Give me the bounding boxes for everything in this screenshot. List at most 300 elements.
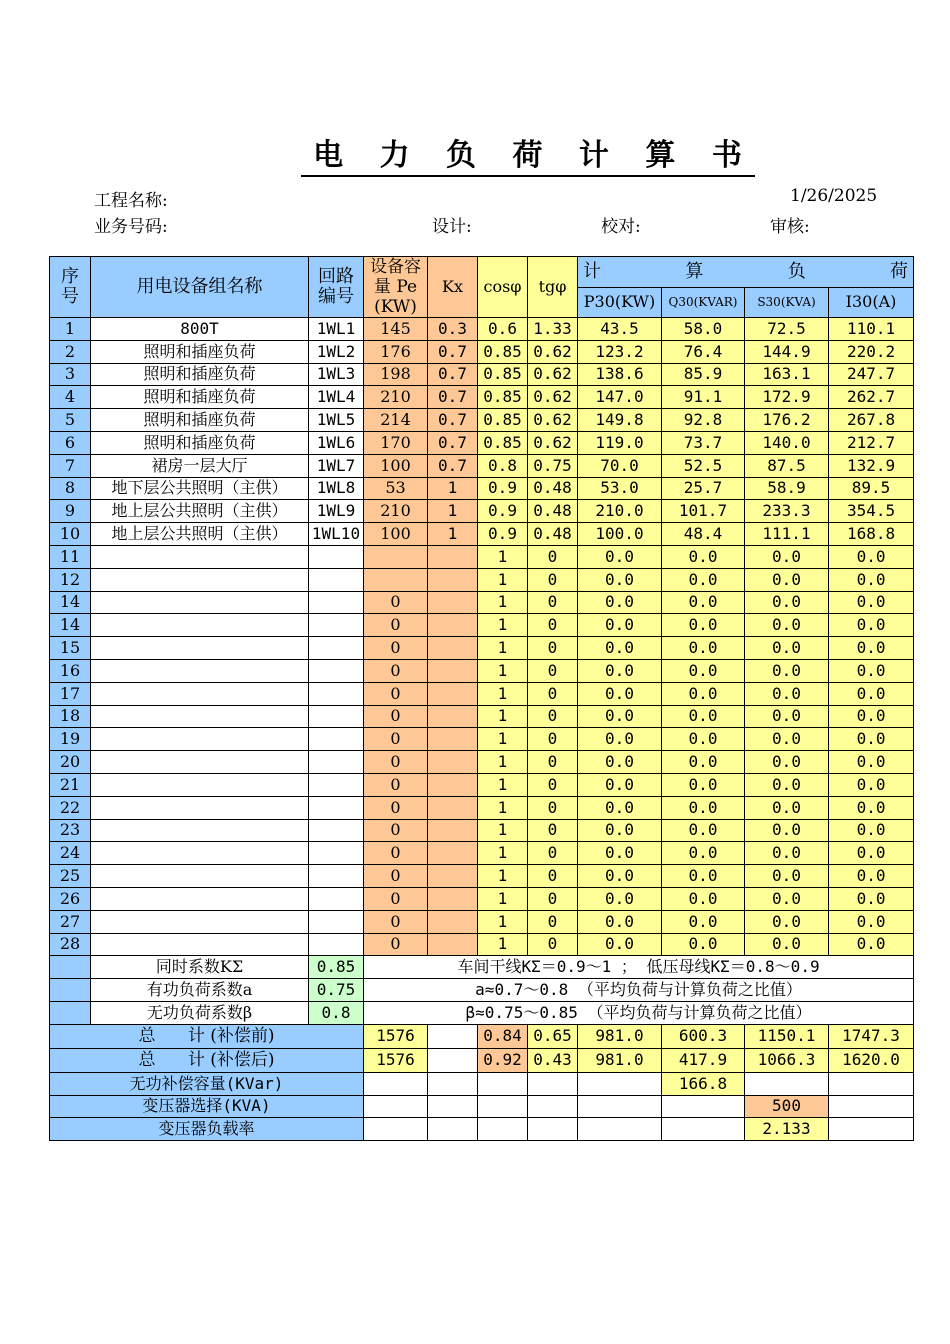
document-date: 1/26/2025 — [790, 186, 878, 206]
row-cos: 1 — [478, 659, 528, 682]
row-tg: 0.62 — [528, 409, 578, 432]
transformer-load-rate-empty-cell — [364, 1118, 428, 1141]
row-s30: 0.0 — [745, 591, 829, 614]
row-cos: 0.85 — [478, 431, 528, 454]
header-cos: cosφ — [478, 257, 528, 318]
row-i30: 168.8 — [829, 523, 914, 546]
row-seq: 26 — [50, 887, 91, 910]
row-tg: 0 — [528, 887, 578, 910]
review-label: 审核: — [770, 217, 810, 237]
table-row — [50, 819, 914, 842]
row-cos: 1 — [478, 842, 528, 865]
table-row — [50, 796, 914, 819]
factor-note: a≈0.7～0.8 （平均负荷与计算负荷之比值） — [364, 979, 914, 1002]
row-q30: 0.0 — [662, 773, 745, 796]
row-p30: 0.0 — [578, 682, 662, 705]
reactive-compensation-empty-cell — [428, 1072, 478, 1095]
row-kx — [428, 637, 478, 660]
transformer-selection-empty-cell — [578, 1095, 662, 1118]
row-p30: 70.0 — [578, 454, 662, 477]
table-row — [50, 454, 914, 477]
row-cos: 1 — [478, 887, 528, 910]
row-circuit-code: 1WL9 — [309, 500, 364, 523]
table-row — [50, 591, 914, 614]
row-pe: 0 — [364, 796, 428, 819]
table-row — [50, 887, 914, 910]
row-tg: 0 — [528, 819, 578, 842]
row-s30: 0.0 — [745, 842, 829, 865]
row-p30: 0.0 — [578, 568, 662, 591]
header-kx: Kx — [428, 257, 478, 318]
row-pe: 100 — [364, 454, 428, 477]
row-i30: 0.0 — [829, 682, 914, 705]
row-device-name: 800T — [91, 318, 309, 341]
row-seq: 14 — [50, 614, 91, 637]
row-s30: 0.0 — [745, 682, 829, 705]
row-kx: 0.7 — [428, 409, 478, 432]
row-q30: 25.7 — [662, 477, 745, 500]
table-row — [50, 523, 914, 546]
row-cos: 0.85 — [478, 340, 528, 363]
row-device-name: 地下层公共照明（主供） — [91, 477, 309, 500]
transformer-selection-empty-cell — [829, 1095, 914, 1118]
row-circuit-code — [309, 659, 364, 682]
row-tg: 0 — [528, 728, 578, 751]
row-i30: 89.5 — [829, 477, 914, 500]
row-q30: 52.5 — [662, 454, 745, 477]
row-kx — [428, 682, 478, 705]
row-device-name — [91, 751, 309, 774]
transformer-selection-empty-cell — [662, 1095, 745, 1118]
row-p30: 123.2 — [578, 340, 662, 363]
reactive-compensation-row — [50, 1072, 914, 1095]
row-pe: 0 — [364, 614, 428, 637]
row-cos: 1 — [478, 568, 528, 591]
transformer-load-rate-label: 变压器负载率 — [50, 1118, 364, 1141]
row-pe: 198 — [364, 363, 428, 386]
project-name-label: 工程名称: — [94, 191, 168, 211]
total-label: 总 计 (补偿前) — [50, 1024, 364, 1048]
row-device-name — [91, 545, 309, 568]
row-circuit-code: 1WL6 — [309, 431, 364, 454]
factor-row — [50, 956, 914, 979]
row-q30: 92.8 — [662, 409, 745, 432]
check-label: 校对: — [601, 217, 641, 237]
header-calc-load: 计 算 负 荷 — [578, 257, 914, 288]
row-cos: 0.6 — [478, 318, 528, 341]
total-label: 总 计 (补偿后) — [50, 1048, 364, 1072]
row-seq: 25 — [50, 865, 91, 888]
table-row — [50, 614, 914, 637]
row-circuit-code: 1WL3 — [309, 363, 364, 386]
row-pe: 210 — [364, 500, 428, 523]
row-seq: 19 — [50, 728, 91, 751]
row-tg: 0 — [528, 637, 578, 660]
row-tg: 0 — [528, 751, 578, 774]
total-tg: 0.43 — [528, 1048, 578, 1072]
row-p30: 0.0 — [578, 865, 662, 888]
table-row — [50, 773, 914, 796]
row-p30: 0.0 — [578, 910, 662, 933]
row-kx — [428, 728, 478, 751]
row-device-name — [91, 705, 309, 728]
row-tg: 0.48 — [528, 477, 578, 500]
total-row — [50, 1048, 914, 1072]
total-i30: 1747.3 — [829, 1024, 914, 1048]
factor-label: 同时系数KΣ — [91, 956, 309, 979]
row-cos: 1 — [478, 933, 528, 956]
table-row — [50, 500, 914, 523]
row-tg: 0.75 — [528, 454, 578, 477]
transformer-load-rate-empty-cell — [829, 1118, 914, 1141]
row-circuit-code: 1WL8 — [309, 477, 364, 500]
row-kx — [428, 614, 478, 637]
row-q30: 0.0 — [662, 842, 745, 865]
row-seq: 11 — [50, 545, 91, 568]
table-row — [50, 751, 914, 774]
row-device-name — [91, 682, 309, 705]
row-device-name — [91, 865, 309, 888]
document-title: 电 力 负 荷 计 算 书 — [0, 130, 950, 174]
row-q30: 0.0 — [662, 568, 745, 591]
row-s30: 176.2 — [745, 409, 829, 432]
row-s30: 163.1 — [745, 363, 829, 386]
row-tg: 0.62 — [528, 386, 578, 409]
row-i30: 0.0 — [829, 728, 914, 751]
header-q30: Q30(KVAR) — [662, 287, 745, 318]
row-i30: 0.0 — [829, 933, 914, 956]
row-tg: 0 — [528, 796, 578, 819]
row-q30: 0.0 — [662, 728, 745, 751]
row-device-name — [91, 819, 309, 842]
row-s30: 58.9 — [745, 477, 829, 500]
row-kx — [428, 933, 478, 956]
table-row — [50, 409, 914, 432]
row-seq: 20 — [50, 751, 91, 774]
row-pe: 53 — [364, 477, 428, 500]
row-seq: 8 — [50, 477, 91, 500]
row-kx: 0.7 — [428, 340, 478, 363]
header-circuit: 回路编号 — [309, 257, 364, 318]
row-q30: 0.0 — [662, 933, 745, 956]
row-tg: 0 — [528, 659, 578, 682]
table-row — [50, 340, 914, 363]
transformer-load-rate-value: 2.133 — [745, 1118, 829, 1141]
transformer-selection-value: 500 — [745, 1095, 829, 1118]
reactive-compensation-empty-cell — [528, 1072, 578, 1095]
table-row — [50, 386, 914, 409]
row-q30: 0.0 — [662, 659, 745, 682]
row-seq: 24 — [50, 842, 91, 865]
row-i30: 0.0 — [829, 842, 914, 865]
factor-spacer — [50, 1001, 91, 1024]
reactive-compensation-label: 无功补偿容量(KVar) — [50, 1072, 364, 1095]
row-q30: 0.0 — [662, 545, 745, 568]
row-cos: 0.9 — [478, 523, 528, 546]
row-p30: 0.0 — [578, 819, 662, 842]
row-i30: 247.7 — [829, 363, 914, 386]
row-q30: 0.0 — [662, 751, 745, 774]
row-seq: 10 — [50, 523, 91, 546]
row-seq: 21 — [50, 773, 91, 796]
row-seq: 14 — [50, 591, 91, 614]
row-kx — [428, 705, 478, 728]
row-s30: 0.0 — [745, 614, 829, 637]
row-device-name — [91, 568, 309, 591]
row-kx: 1 — [428, 500, 478, 523]
row-circuit-code — [309, 842, 364, 865]
reactive-compensation-empty-cell — [745, 1072, 829, 1095]
table-row — [50, 910, 914, 933]
total-p30: 981.0 — [578, 1048, 662, 1072]
row-circuit-code — [309, 887, 364, 910]
row-i30: 0.0 — [829, 659, 914, 682]
table-row — [50, 363, 914, 386]
row-seq: 1 — [50, 318, 91, 341]
row-i30: 0.0 — [829, 705, 914, 728]
row-s30: 87.5 — [745, 454, 829, 477]
row-q30: 91.1 — [662, 386, 745, 409]
row-seq: 23 — [50, 819, 91, 842]
row-p30: 0.0 — [578, 659, 662, 682]
row-circuit-code — [309, 545, 364, 568]
row-s30: 0.0 — [745, 773, 829, 796]
row-circuit-code — [309, 568, 364, 591]
row-device-name — [91, 910, 309, 933]
row-pe: 0 — [364, 751, 428, 774]
row-s30: 0.0 — [745, 933, 829, 956]
transformer-selection-row — [50, 1095, 914, 1118]
factor-value: 0.8 — [309, 1001, 364, 1024]
row-tg: 0.48 — [528, 500, 578, 523]
row-circuit-code — [309, 796, 364, 819]
row-s30: 0.0 — [745, 659, 829, 682]
factor-row — [50, 1001, 914, 1024]
row-circuit-code — [309, 728, 364, 751]
row-i30: 0.0 — [829, 591, 914, 614]
row-s30: 111.1 — [745, 523, 829, 546]
row-tg: 0 — [528, 682, 578, 705]
row-kx: 1 — [428, 523, 478, 546]
row-cos: 1 — [478, 910, 528, 933]
row-kx — [428, 659, 478, 682]
row-seq: 28 — [50, 933, 91, 956]
row-s30: 140.0 — [745, 431, 829, 454]
transformer-load-rate-row — [50, 1118, 914, 1141]
row-cos: 0.9 — [478, 477, 528, 500]
row-kx: 0.7 — [428, 431, 478, 454]
row-p30: 100.0 — [578, 523, 662, 546]
row-q30: 58.0 — [662, 318, 745, 341]
row-kx — [428, 568, 478, 591]
row-circuit-code — [309, 705, 364, 728]
reactive-compensation-empty-cell — [578, 1072, 662, 1095]
row-tg: 0 — [528, 614, 578, 637]
row-circuit-code — [309, 819, 364, 842]
table-row — [50, 705, 914, 728]
row-s30: 0.0 — [745, 796, 829, 819]
table-row — [50, 545, 914, 568]
row-circuit-code: 1WL2 — [309, 340, 364, 363]
row-device-name — [91, 659, 309, 682]
row-p30: 0.0 — [578, 705, 662, 728]
row-pe: 0 — [364, 910, 428, 933]
header-name: 用电设备组名称 — [91, 257, 309, 318]
row-s30: 0.0 — [745, 751, 829, 774]
row-pe: 214 — [364, 409, 428, 432]
row-i30: 220.2 — [829, 340, 914, 363]
total-kx-empty — [428, 1048, 478, 1072]
row-device-name — [91, 842, 309, 865]
row-p30: 147.0 — [578, 386, 662, 409]
table-row — [50, 431, 914, 454]
row-q30: 0.0 — [662, 637, 745, 660]
transformer-load-rate-empty-cell — [528, 1118, 578, 1141]
reactive-compensation-empty-cell — [829, 1072, 914, 1095]
row-s30: 0.0 — [745, 887, 829, 910]
row-q30: 0.0 — [662, 591, 745, 614]
row-pe: 0 — [364, 887, 428, 910]
total-kx-empty — [428, 1024, 478, 1048]
factor-label: 无功负荷系数β — [91, 1001, 309, 1024]
row-q30: 73.7 — [662, 431, 745, 454]
row-i30: 0.0 — [829, 910, 914, 933]
row-p30: 149.8 — [578, 409, 662, 432]
row-cos: 1 — [478, 545, 528, 568]
row-q30: 0.0 — [662, 614, 745, 637]
row-s30: 0.0 — [745, 865, 829, 888]
row-tg: 1.33 — [528, 318, 578, 341]
row-seq: 4 — [50, 386, 91, 409]
total-pe: 1576 — [364, 1024, 428, 1048]
row-device-name — [91, 637, 309, 660]
row-s30: 0.0 — [745, 637, 829, 660]
row-circuit-code — [309, 682, 364, 705]
reactive-compensation-empty-cell — [364, 1072, 428, 1095]
row-p30: 0.0 — [578, 591, 662, 614]
row-q30: 48.4 — [662, 523, 745, 546]
row-p30: 138.6 — [578, 363, 662, 386]
row-tg: 0.62 — [528, 340, 578, 363]
row-seq: 27 — [50, 910, 91, 933]
row-device-name — [91, 796, 309, 819]
row-i30: 0.0 — [829, 887, 914, 910]
row-device-name — [91, 933, 309, 956]
row-pe: 0 — [364, 637, 428, 660]
design-label: 设计: — [432, 217, 472, 237]
row-i30: 0.0 — [829, 865, 914, 888]
total-s30: 1150.1 — [745, 1024, 829, 1048]
row-p30: 43.5 — [578, 318, 662, 341]
load-calculation-table — [49, 256, 914, 1141]
factor-value: 0.75 — [309, 979, 364, 1002]
table-row — [50, 933, 914, 956]
row-device-name: 照明和插座负荷 — [91, 340, 309, 363]
row-circuit-code — [309, 865, 364, 888]
row-pe: 0 — [364, 728, 428, 751]
row-p30: 0.0 — [578, 614, 662, 637]
row-seq: 16 — [50, 659, 91, 682]
row-pe: 0 — [364, 705, 428, 728]
row-tg: 0.62 — [528, 363, 578, 386]
row-circuit-code — [309, 933, 364, 956]
row-kx — [428, 796, 478, 819]
row-s30: 0.0 — [745, 705, 829, 728]
row-device-name: 地上层公共照明（主供） — [91, 523, 309, 546]
row-cos: 1 — [478, 614, 528, 637]
table-row — [50, 477, 914, 500]
row-seq: 18 — [50, 705, 91, 728]
row-kx: 0.7 — [428, 363, 478, 386]
row-device-name: 裙房一层大厅 — [91, 454, 309, 477]
factor-note: β≈0.75～0.85 （平均负荷与计算负荷之比值） — [364, 1001, 914, 1024]
row-p30: 119.0 — [578, 431, 662, 454]
row-circuit-code: 1WL1 — [309, 318, 364, 341]
row-tg: 0 — [528, 773, 578, 796]
row-q30: 0.0 — [662, 705, 745, 728]
row-p30: 0.0 — [578, 728, 662, 751]
reactive-compensation-value: 166.8 — [662, 1072, 745, 1095]
row-q30: 85.9 — [662, 363, 745, 386]
row-pe: 210 — [364, 386, 428, 409]
row-circuit-code — [309, 637, 364, 660]
row-pe: 0 — [364, 591, 428, 614]
row-cos: 1 — [478, 773, 528, 796]
row-p30: 0.0 — [578, 545, 662, 568]
row-pe: 100 — [364, 523, 428, 546]
row-kx — [428, 545, 478, 568]
row-tg: 0 — [528, 568, 578, 591]
row-circuit-code: 1WL10 — [309, 523, 364, 546]
row-pe: 0 — [364, 933, 428, 956]
row-pe — [364, 568, 428, 591]
row-s30: 72.5 — [745, 318, 829, 341]
factor-spacer — [50, 956, 91, 979]
row-tg: 0 — [528, 933, 578, 956]
row-device-name: 照明和插座负荷 — [91, 409, 309, 432]
row-circuit-code — [309, 614, 364, 637]
row-seq: 9 — [50, 500, 91, 523]
row-cos: 1 — [478, 819, 528, 842]
transformer-load-rate-empty-cell — [662, 1118, 745, 1141]
transformer-load-rate-empty-cell — [578, 1118, 662, 1141]
row-kx: 0.3 — [428, 318, 478, 341]
transformer-selection-label: 变压器选择(KVA) — [50, 1095, 364, 1118]
row-seq: 6 — [50, 431, 91, 454]
row-device-name — [91, 773, 309, 796]
header-tg: tgφ — [528, 257, 578, 318]
total-i30: 1620.0 — [829, 1048, 914, 1072]
row-p30: 0.0 — [578, 637, 662, 660]
table-row — [50, 682, 914, 705]
row-pe: 0 — [364, 842, 428, 865]
row-pe — [364, 545, 428, 568]
factor-label: 有功负荷系数a — [91, 979, 309, 1002]
row-cos: 1 — [478, 637, 528, 660]
row-p30: 53.0 — [578, 477, 662, 500]
row-pe: 170 — [364, 431, 428, 454]
row-circuit-code: 1WL7 — [309, 454, 364, 477]
transformer-load-rate-empty-cell — [478, 1118, 528, 1141]
total-q30: 600.3 — [662, 1024, 745, 1048]
row-q30: 0.0 — [662, 887, 745, 910]
transformer-selection-empty-cell — [528, 1095, 578, 1118]
total-q30: 417.9 — [662, 1048, 745, 1072]
row-s30: 0.0 — [745, 910, 829, 933]
row-pe: 0 — [364, 865, 428, 888]
row-circuit-code: 1WL5 — [309, 409, 364, 432]
row-q30: 76.4 — [662, 340, 745, 363]
